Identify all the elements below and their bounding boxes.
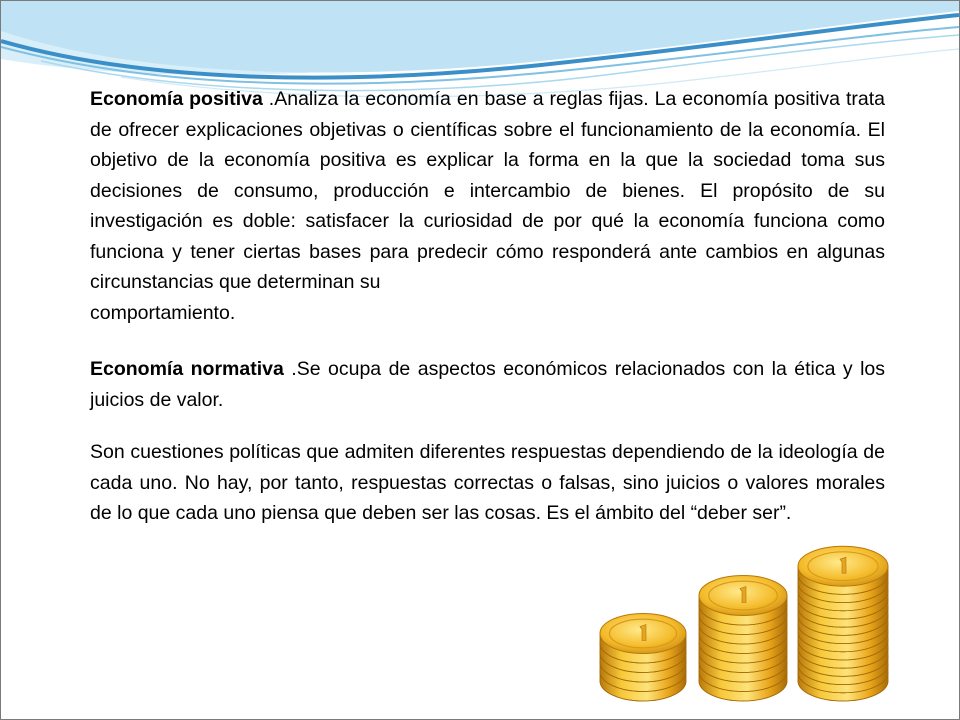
coin-stack-small [600,614,686,702]
text-body [90,84,885,529]
paragraph-tail: comportamiento. [90,301,236,324]
paragraph-text: .Se ocupa de aspectos económicos relacionados con la ética y los juicios de valor. [90,358,885,411]
term-economia-normativa: Economía normativa [90,358,284,380]
paragraph-economia-positiva [90,84,885,298]
term-economia-positiva: Economía positiva [90,88,263,110]
paragraph-economia-normativa [90,354,885,415]
coin-stack-tall [798,546,888,701]
coin-stack-medium [699,576,787,702]
gold-coin-stacks-icon [597,531,897,719]
paragraph-text: .Analiza la economía en base a reglas fijas. La economía positiva trata de ofrecer explicaciones objetivas o científicas sobre el funcionamiento de la economía. El objetivo de la economía positiva es explicar la forma en la que la sociedad toma sus decisiones de consumo, producción e intercambio de bienes. El propósito de su investigación es doble: satisfacer la curiosidad de por qué la economía funciona como funciona y tener ciertas bases para predecir cómo responderá ante cambios en algunas circunstancias que determinan su [90,88,885,293]
paragraph-cuestiones-politicas: Son cuestiones políticas que admiten diferentes respuestas dependiendo de la ideología de cada uno. No hay, por tanto, respuestas correctas o falsas, sino juicios o valores morales de lo que cada uno piensa que deben ser las cosas. Es el ámbito del “deber ser”. [90,441,885,524]
